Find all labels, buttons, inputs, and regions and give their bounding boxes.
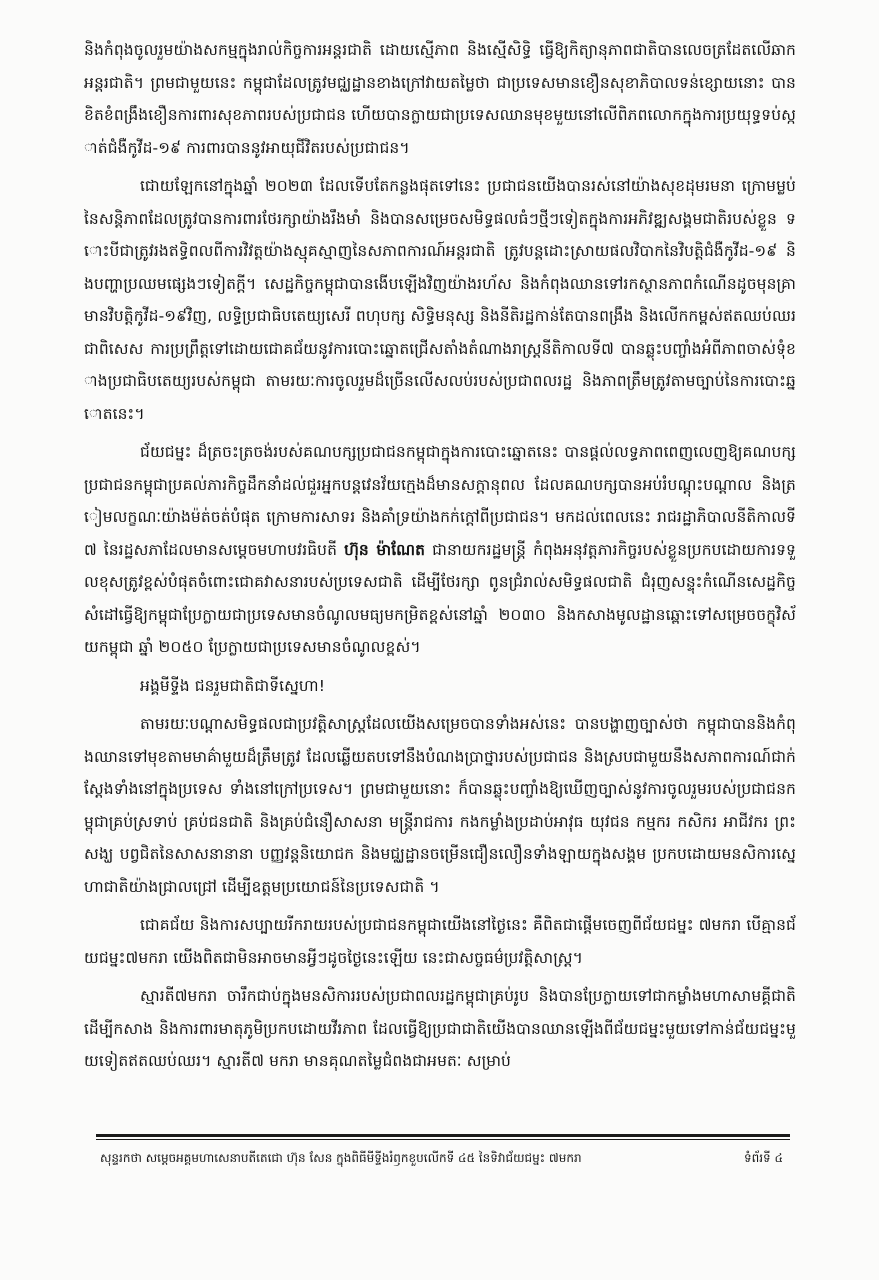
prime-minister-name: ហ៊ុន ម៉ាណែត [344,540,426,559]
paragraph: និងកំពុងចូលរួមយ៉ាងសកម្មក្នុងរាល់កិច្ចការអន្តរជាតិ ដោយស្មើភាព និងស្មើសិទ្ធិ ធ្វើឱ្យកិត្យានុភាពជាតិបានលេចត្រដែតលើឆាកអន្តរជាតិ។ ព្រមជាមួយនេះ កម្ពុជាដែលត្រូវមជ្ឈដ្ឋានខាងក្រៅវាយតម្លៃថា ជាប្រទេសមានខឿនសុខាភិបាលទន់ខ្សោយនោះ បានខិតខំពង្រឹងខឿនការពារសុខភាពរបស់ប្រជាជន ហើយបានក្លាយជាប្រទេសឈានមុខមួយនៅលើពិភពលោកក្នុងការប្រយុទ្ធទប់ស្កាត់ជំងឺកូវីដ-១៩ ការពារបាននូវអាយុជីវិតរបស់ប្រជាជន។ [84,41,796,157]
paragraph-text: ជានាយករដ្ឋមន្ត្រី កំពុងអនុវត្តភារកិច្ចរបស់ខ្លួនប្រកបដោយការទទួលខុសត្រូវខ្ពស់បំផុតចំពោះជោគវាសនារបស់ប្រទេសជាតិ ដើម្បីថែរក្សា ពូនជ្រំរាល់សមិទ្ធផលជាតិ ជំរុញសន្ទុះកំណើនសេដ្ឋកិច្ចសំដៅធ្វើឱ្យកម្ពុជាប្រែក្លាយជាប្រទេសមានចំណូលមធ្យមកម្រិតខ្ពស់នៅឆ្នាំ ២០៣០ និងកសាងមូលដ្ឋានឆ្ពោះទៅសម្រេចចក្ខុវិស័យកម្ពុជា ឆ្នាំ ២០៥០ ប្រែក្លាយជាប្រទេសមានចំណូលខ្ពស់។ [84,540,796,656]
paragraph: ស្មារតី៧មករា ចារឹកជាប់ក្នុងមនសិការរបស់ប្រជាពលរដ្ឋកម្ពុជាគ្រប់រូប និងបានប្រែក្លាយទៅជាកម្លាំងមហាសាមគ្គីជាតិដើម្បីកសាង និងការពារមាតុភូមិប្រកបដោយវីរភាព ដែលធ្វើឱ្យប្រជាជាតិយើងបានឈានឡើងពីជ័យជម្នះមួយទៅកាន់ជ័យជម្នះមួយទៀតឥតឈប់ឈរ។ ស្មារតី៧ មករា មានគុណតម្លៃជំពងជាអមតៈ សម្រាប់ [84,987,796,1070]
footer-title: សុន្ទរកថា សម្តេចអគ្គមហាសេនាបតីតេជោ ហ៊ុន សែន ក្នុងពិធីមីទ្ទីងរំឭកខួបលើកទី ៤៥ នៃទិវាជ័យជម្នះ ៧មករា [100,1151,582,1165]
document-body [84,34,796,1104]
paragraph: ជោយឡែកនៅក្នុងឆ្នាំ ២០២៣ ដែលទើបតែកន្លងផុតទៅនេះ ប្រជាជនយើងបានរស់នៅយ៉ាងសុខដុមរមនា ក្រោមម្លប់នៃសន្តិភាពដែលត្រូវបានការពារថែរក្សាយ៉ាងរឹងមាំ និងបានសម្រេចសមិទ្ធផលធំៗថ្មីៗទៀតក្នុងការអភិវឌ្ឍសង្គមជាតិរបស់ខ្លួន ទោះបីជាត្រូវរងឥទ្ធិពលពីការវិវត្តយ៉ាងស្មុគស្មាញនៃសភាពការណ៍អន្តរជាតិ ត្រូវបន្តដោះស្រាយផលវិបាកនៃវិបត្តិជំងឺកូវីដ-១៩ និងបញ្ហាប្រឈមផ្សេងៗទៀតក្តី។ សេដ្ឋកិច្ចកម្ពុជាបានងើបឡើងវិញយ៉ាងរហ័ស និងកំពុងឈានទៅរកស្ថានភាពកំណើនដូចមុនគ្រាមានវិបត្តិកូវីដ-១៩វិញ, លទ្ធិប្រជាធិបតេយ្យសេរី ពហុបក្ស សិទ្ធិមនុស្ស និងនីតិរដ្ឋកាន់តែបានពង្រឹង និងលើកកម្ពស់ឥតឈប់ឈរ ជាពិសេស ការប្រព្រឹត្តទៅដោយជោគជ័យនូវការបោះឆ្នោតជ្រើសតាំងតំណាងរាស្ត្រនីតិកាលទី៧ បានឆ្លុះបញ្ចាំងអំពីភាពចាស់ទុំខាងប្រជាធិបតេយ្យរបស់កម្ពុជា តាមរយៈការចូលរួមដ៏ច្រើនលើសលប់របស់ប្រជាពលរដ្ឋ និងភាពត្រឹមត្រូវតាមច្បាប់នៃការបោះឆ្នោតនេះ។ [84,177,796,423]
page-number: ទំព័រទី ៤ [744,1151,783,1165]
paragraph: ជោគជ័យ និងការសប្បាយរីករាយរបស់ប្រជាជនកម្ពុជាយើងនៅថ្ងៃនេះ គឺពិតជាផ្តើមចេញពីជ័យជម្នះ ៧មករា បើគ្មានជ័យជម្នះ៧មករា យើងពិតជាមិនអាចមានអ្វីៗដូចថ្ងៃនេះឡើយ នេះជាសច្ចធម៌ប្រវត្តិសាស្ត្រ។ [84,916,796,967]
paragraph-text: ជ័យជម្នះ ដ៏ត្រចះត្រចង់របស់គណបក្សប្រជាជនកម្ពុជាក្នុងការបោះឆ្នោតនេះ បានផ្តល់លទ្ធភាពពេញលេញឱ្យគណបក្សប្រជាជនកម្ពុជាប្រគល់ភារកិច្ចដឹកនាំដល់ជួរអ្នកបន្តវេនវ័យក្មេងដ៏មានសក្តានុពល ដែលគណបក្សបានអប់រំបណ្តុះបណ្តាល និងត្រៀមលក្ខណៈយ៉ាងម៉ត់ចត់បំផុត ក្រោមការសាទរ និងគាំទ្រយ៉ាងកក់ក្តៅពីប្រជាជន។ មកដល់ពេលនេះ រាជរដ្ឋាភិបាលនីតិកាលទី៧ នៃរដ្ឋសភាដែលមានសម្តេចមហាបវរធិបតី [84,443,796,559]
footer-divider [96,1134,790,1137]
paragraph: តាមរយៈបណ្តាសមិទ្ធផលជាប្រវត្តិសាស្ត្រដែលយើងសម្រេចបានទាំងអស់នេះ បានបង្ហាញច្បាស់ថា កម្ពុជាបាននិងកំពុងឈានទៅមុខតាមមាគ៌ាមួយដ៏ត្រឹមត្រូវ ដែលឆ្លើយតបទៅនឹងបំណងប្រាថ្នារបស់ប្រជាជន និងស្របជាមួយនឹងសភាពការណ៍ជាក់ស្តែងទាំងនៅក្នុងប្រទេស ទាំងនៅក្រៅប្រទេស។ ព្រមជាមួយនោះ ក៏បានឆ្លុះបញ្ចាំងឱ្យឃើញច្បាស់នូវការចូលរួមរបស់ប្រជាជនកម្ពុជាគ្រប់ស្រទាប់ គ្រប់ជនជាតិ និងគ្រប់ជំនឿសាសនា មន្ត្រីរាជការ កងកម្លាំងប្រដាប់អាវុធ យុវជន កម្មករ កសិករ អាជីវករ ព្រះសង្ឃ បព្វជិតនៃសាសនានានា បញ្ញវន្តនិយោជក និងមជ្ឈដ្ឋានចម្រើនជឿនលឿនទាំងឡាយក្នុងសង្គម ប្រកបដោយមនសិការស្នេហាជាតិយ៉ាងជ្រាលជ្រៅ ដើម្បីឧត្តមប្រយោជន៍នៃប្រទេសជាតិ ។ [84,715,796,896]
salutation: អង្គមីទ្ទីង ជនរួមជាតិជាទីស្នេហា! [140,676,326,695]
paragraph [84,436,796,664]
footer-divider-thin [96,1139,790,1140]
